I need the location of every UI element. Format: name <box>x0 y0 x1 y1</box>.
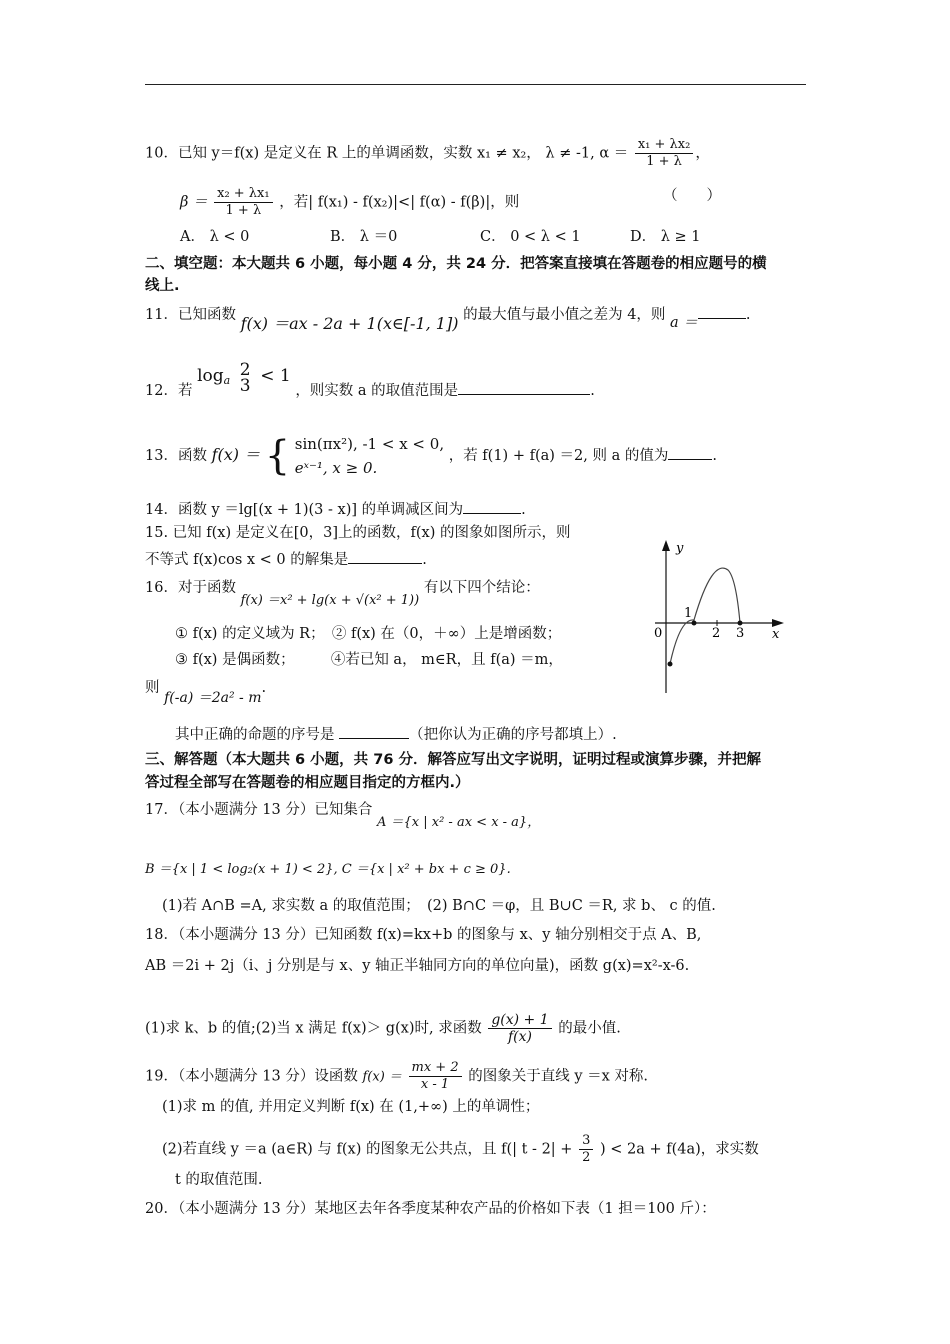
question-11: 11．已知函数 f(x) ＝ax - 2a + 1(x∈[-1, 1]) 的最大值与最小值之差为 4，则 a ＝ . <box>145 304 750 325</box>
function-graph <box>650 538 800 698</box>
question-12: 12．若 $\log_a$ 2 3 < 1 ，则实数 a 的取值范围是 . <box>145 360 595 399</box>
section-2-heading: 二、填空题：本大题共 6 小题，每小题 4 分，共 24 分．把答案直接填在答题卷的相应题号的横 <box>145 256 767 272</box>
question-17-sets: B ＝{x | 1 < log₂(x + 1) < 2}, C ＝{x | x² + bx + c ≥ 0}. <box>145 862 511 877</box>
question-19-part2: (2)若直线 y ＝a (a∈R) 与 f(x) 的图象无公共点，且 f(| t - 2| + $\frac{3}{2}$ ) < 2a + f(4a)，求实数 <box>162 1133 759 1165</box>
question-10-line2: β ＝ $\frac{\text{x₂ + λx₁}}{1 + \lambda}$ ，若| f(x₁) - f(x₂)|<| f(α) - f(β)|，则 （ ） <box>180 186 721 218</box>
question-15-line2: 不等式 f(x)cos x < 0 的解集是 . <box>145 549 427 570</box>
section-2-heading-cont: 线上. <box>145 278 180 294</box>
question-19: 19．（本小题满分 13 分）设函数 f(x) ＝ $\frac{mx + 2}{x - 1}$ 的图象关于直线 y ＝x 对称. <box>145 1060 649 1092</box>
question-10-line1: 10．已知 y＝f(x) 是定义在 R 上的单调函数，实数 x₁ ≠ x₂， λ ≠ -1, α ＝ $\frac{\text{x₁ + λx₂}}{1 + \lambda}$ ， <box>145 137 710 169</box>
header-rule <box>145 84 806 85</box>
alpha-fraction: $\frac{\text{x₁ + λx₂}}{1 + \lambda}$ <box>635 137 693 170</box>
question-14: 14．函数 y ＝lg[(x + 1)(3 - x)] 的单调减区间为 . <box>145 499 526 520</box>
section-3-heading-cont: 答过程全部写在答题卷的相应题目指定的方框内.） <box>145 775 470 791</box>
question-16-claims-2: ③ f(x) 是偶函数； ④若已知 a， m∈R，且 f(a) ＝m， <box>175 652 563 668</box>
question-17: 17．（本小题满分 13 分）已知集合 A ＝{x | x² - ax < x - a}， <box>145 802 541 830</box>
question-18-line2: AB ＝2i + 2j（i、j 分别是与 x、y 轴正半轴同方向的单位向量)，函数 g(x)=x²-x-6. <box>145 958 690 974</box>
beta-fraction: $\frac{\text{x₂ + λx₁}}{1 + \lambda}$ <box>214 186 272 219</box>
option-c: C． 0 < λ < 1 <box>480 229 581 245</box>
question-20: 20．（本小题满分 13 分）某地区去年各季度某种农产品的价格如下表（1 担＝100 斤）： <box>145 1201 716 1217</box>
option-a: A． λ < 0 <box>180 229 250 245</box>
question-19-part1: (1)求 m 的值, 并用定义判断 f(x) 在 (1,+∞) 上的单调性； <box>162 1099 540 1115</box>
answer-paren: （ ） <box>663 188 721 204</box>
question-18-line1: 18．（本小题满分 13 分）已知函数 f(x)=kx+b 的图象与 x、y 轴分别相交于点 A、B, <box>145 927 702 943</box>
tick-1: 1 <box>684 606 693 621</box>
tick-2: 2 <box>712 626 721 641</box>
question-16: 16．对于函数 f(x) ＝x² + lg(x + √(x² + 1)) 有以下四个结论： <box>145 580 540 608</box>
tick-3: 3 <box>736 626 745 641</box>
question-19-part2-cont: t 的取值范围. <box>175 1172 263 1188</box>
q10-stem: 10．已知 y＝f(x) 是定义在 R 上的单调函数，实数 x₁ ≠ x₂， λ ≠ -1, α ＝ <box>145 145 629 162</box>
question-16-claims-1: ① f(x) 的定义域为 R； ② f(x) 在（0，＋∞）上是增函数； <box>175 626 562 642</box>
question-16-claims-3: 则 f(-a) ＝2a² - m. <box>145 680 267 706</box>
option-b: B． λ ＝0 <box>330 229 398 245</box>
y-axis-label: y <box>676 541 684 556</box>
question-16-ask: 其中正确的命题的序号是 （把你认为正确的序号都填上）. <box>175 724 617 745</box>
question-15-line1: 15. 已知 f(x) 是定义在[0，3]上的函数，f(x) 的图象如图所示，则 <box>145 525 571 541</box>
x-axis-label: x <box>772 627 780 642</box>
question-13: 13．函数 f(x) ＝ { sin(πx²), -1 < x < 0, eˣ⁻¹, x ≥ 0. ，若 f(1) + f(a) ＝2, 则 a 的值为 . <box>145 433 717 479</box>
origin-label: 0 <box>654 626 663 641</box>
question-17-parts: (1)若 A∩B =A, 求实数 a 的取值范围； (2) B∩C ＝φ，且 B∪C ＝R, 求 b、 c 的值. <box>162 898 716 914</box>
option-d: D． λ ≥ 1 <box>630 229 701 245</box>
question-18-line3: (1)求 k、b 的值;(2)当 x 满足 f(x)＞ g(x)时, 求函数 $\frac{g(x) + 1}{f(x)}$ 的最小值. <box>145 1012 621 1045</box>
section-3-heading: 三、解答题（本大题共 6 小题，共 76 分．解答应写出文字说明，证明过程或演算步骤，并把解 <box>145 752 761 768</box>
